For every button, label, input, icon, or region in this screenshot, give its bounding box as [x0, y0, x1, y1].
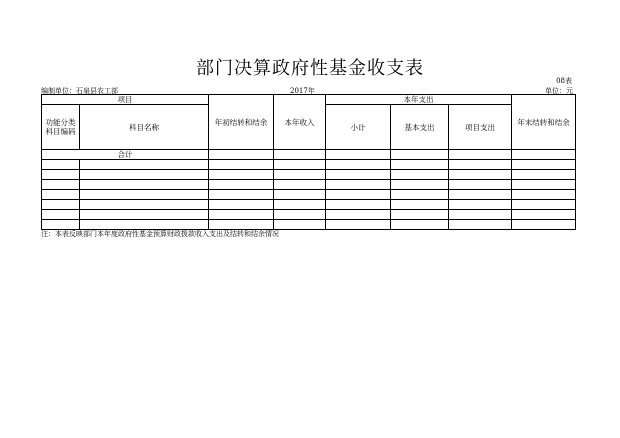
table-cell [274, 150, 326, 160]
unit-label: 单位：元 [545, 87, 573, 95]
total-row [42, 150, 576, 160]
table-cell [80, 170, 209, 180]
table-cell [274, 160, 326, 170]
table-cell [274, 210, 326, 220]
table-cell [512, 200, 576, 210]
table-cell [391, 210, 449, 220]
table-cell [42, 220, 80, 230]
table-cell [80, 210, 209, 220]
table-cell [391, 160, 449, 170]
table-cell [42, 210, 80, 220]
form-number: 08表 [556, 77, 572, 85]
table-cell [80, 180, 209, 190]
table-cell [209, 210, 274, 220]
table-cell [449, 180, 512, 190]
org-label: 编制单位：石泉县农工部 [41, 87, 118, 95]
expense-group-header: 本年支出 [326, 95, 512, 105]
total-label: 合计 [42, 150, 209, 160]
table-row [42, 200, 576, 210]
table-cell [209, 190, 274, 200]
table-cell [80, 220, 209, 230]
table-cell [209, 150, 274, 160]
opening-balance-header: 年初结转和结余 [209, 95, 274, 150]
table-cell [326, 210, 391, 220]
table-cell [80, 200, 209, 210]
table-cell [42, 190, 80, 200]
table-cell [209, 220, 274, 230]
closing-balance-header: 年末结转和结余 [512, 95, 576, 150]
table-cell [391, 200, 449, 210]
table-cell [80, 160, 209, 170]
table-cell [274, 200, 326, 210]
table-row [42, 160, 576, 170]
footnote: 注：本表反映部门本年度政府性基金预算财政拨款收入支出及结转和结余情况 [41, 230, 279, 238]
table-cell [391, 220, 449, 230]
project-header: 项目 [42, 95, 209, 105]
table-cell [274, 190, 326, 200]
project-expense-header: 项目支出 [449, 105, 512, 150]
table-cell [449, 160, 512, 170]
table-cell [512, 190, 576, 200]
table-cell [209, 170, 274, 180]
table-cell [449, 170, 512, 180]
table-cell [326, 160, 391, 170]
table-cell [449, 220, 512, 230]
income-header: 本年收入 [274, 95, 326, 150]
basic-expense-header: 基本支出 [391, 105, 449, 150]
table-cell [209, 200, 274, 210]
table-cell [326, 200, 391, 210]
table-cell [391, 190, 449, 200]
table-cell [42, 200, 80, 210]
table-cell [326, 190, 391, 200]
subject-name-header: 科目名称 [80, 105, 209, 150]
table-cell [449, 150, 512, 160]
table-cell [209, 180, 274, 190]
table-cell [512, 170, 576, 180]
table-cell [80, 190, 209, 200]
page-title: 部门决算政府性基金收支表 [196, 58, 424, 79]
table-cell [326, 150, 391, 160]
table-row [42, 180, 576, 190]
table-row [42, 210, 576, 220]
subtotal-header: 小计 [326, 105, 391, 150]
table-row [42, 170, 576, 180]
table-cell [42, 180, 80, 190]
table-cell [512, 180, 576, 190]
table-cell [391, 150, 449, 160]
table-cell [391, 180, 449, 190]
table-cell [326, 170, 391, 180]
table-cell [326, 180, 391, 190]
year-label: 2017年 [290, 87, 315, 95]
table-cell [274, 220, 326, 230]
table-cell [209, 160, 274, 170]
func-code-header: 功能分类科目编码 [42, 105, 80, 150]
table-row [42, 190, 576, 200]
table-cell [326, 220, 391, 230]
table-cell [42, 170, 80, 180]
table-cell [512, 150, 576, 160]
table-cell [512, 220, 576, 230]
table-row [42, 220, 576, 230]
table-cell [449, 210, 512, 220]
table-cell [42, 160, 80, 170]
table-cell [391, 170, 449, 180]
table-cell [274, 180, 326, 190]
table-cell [449, 190, 512, 200]
table-cell [274, 170, 326, 180]
table-cell [512, 160, 576, 170]
fund-table [41, 94, 576, 230]
table-cell [512, 210, 576, 220]
table-cell [449, 200, 512, 210]
